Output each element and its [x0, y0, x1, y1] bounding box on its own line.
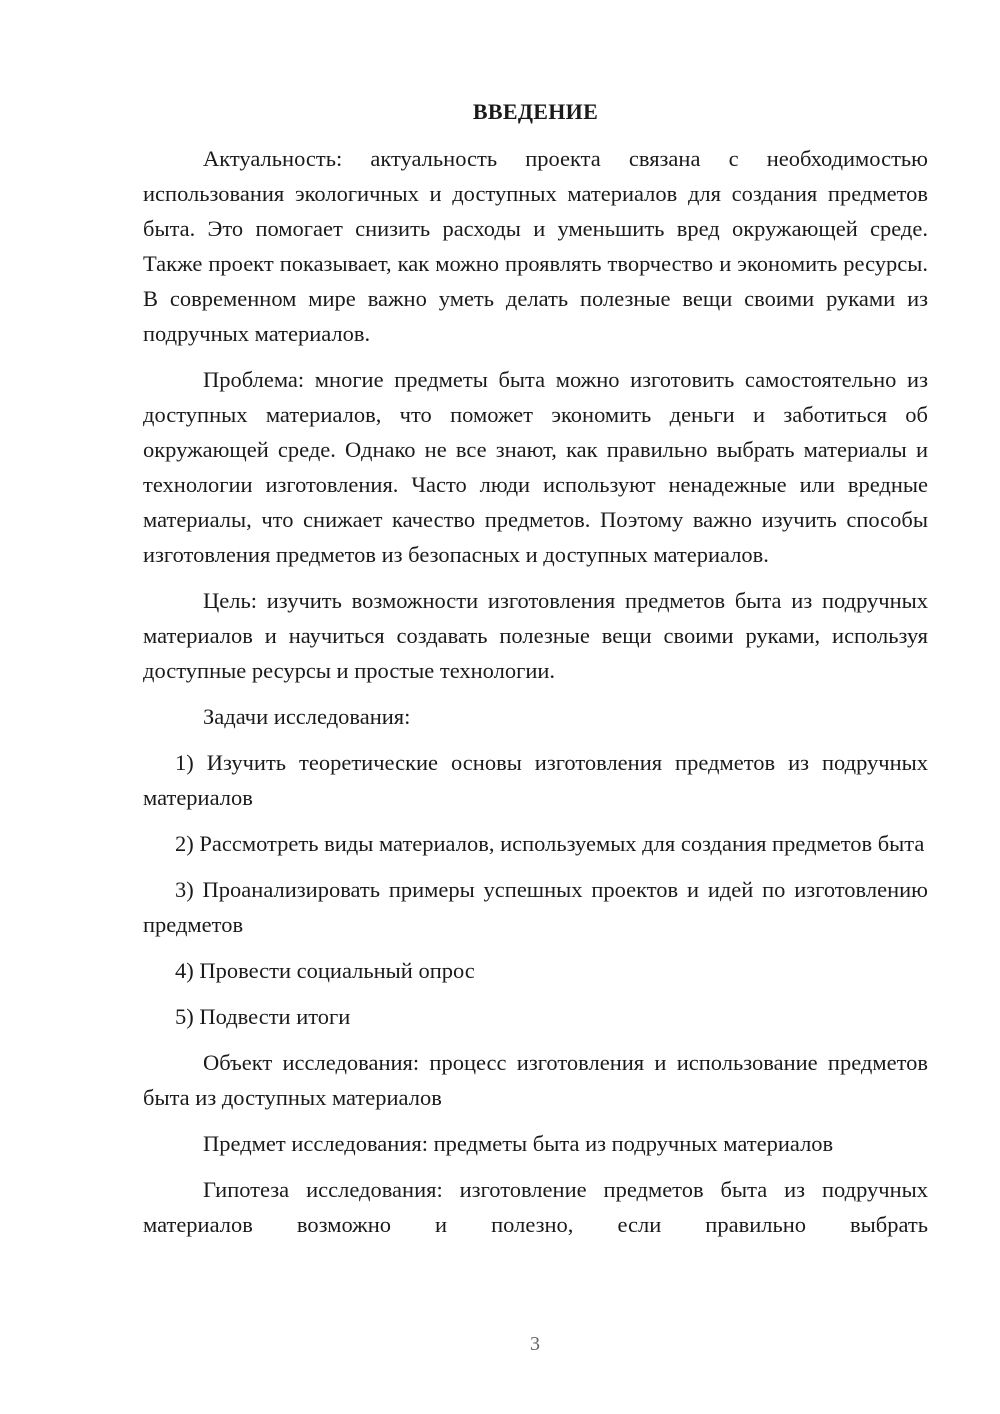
subject-paragraph: Предмет исследования: предметы быта из подручных материалов	[203, 1131, 834, 1156]
problem-paragraph: Проблема: многие предметы быта можно изготовить самостоятельно из доступных материалов, что поможет экономить деньги и заботиться об окружающей среде. Однако не все знают, как правильно выбрать материалы и технологии изготовления. Часто люди используют ненадежные или вредные материалы, что снижает качество предметов. Поэтому важно изучить способы изготовления предметов из безопасных и доступных материалов.	[143, 367, 928, 567]
task-item-3: 3) Проанализировать примеры успешных проектов и идей по изготовлению предметов	[143, 877, 928, 937]
task-item-1: 1) Изучить теоретические основы изготовления предметов из подручных материалов	[143, 750, 928, 810]
task-item-2: 2) Рассмотреть виды материалов, используемых для создания предметов быта	[175, 831, 925, 856]
document-page	[143, 94, 928, 1253]
object-paragraph: Объект исследования: процесс изготовления и использование предметов быта из доступных материалов	[143, 1050, 928, 1110]
goal-paragraph: Цель: изучить возможности изготовления предметов быта из подручных материалов и научиться создавать полезные вещи своими руками, используя доступные ресурсы и простые технологии.	[143, 588, 928, 683]
task-item-5: 5) Подвести итоги	[175, 1004, 351, 1029]
task-item-4: 4) Провести социальный опрос	[175, 958, 475, 983]
page-number: 3	[530, 1333, 540, 1355]
section-title: ВВЕДЕНИЕ	[472, 99, 599, 124]
hypothesis-paragraph: Гипотеза исследования: изготовление предметов быта из подручных материалов возможно и полезно, если правильно выбрать	[143, 1177, 928, 1237]
tasks-heading: Задачи исследования:	[203, 704, 411, 729]
relevance-paragraph: Актуальность: актуальность проекта связана с необходимостью использования экологичных и доступных материалов для создания предметов быта. Это помогает снизить расходы и уменьшить вред окружающей среде. Также проект показывает, как можно проявлять творчество и экономить ресурсы. В современном мире важно уметь делать полезные вещи своими руками из подручных материалов.	[143, 146, 928, 346]
